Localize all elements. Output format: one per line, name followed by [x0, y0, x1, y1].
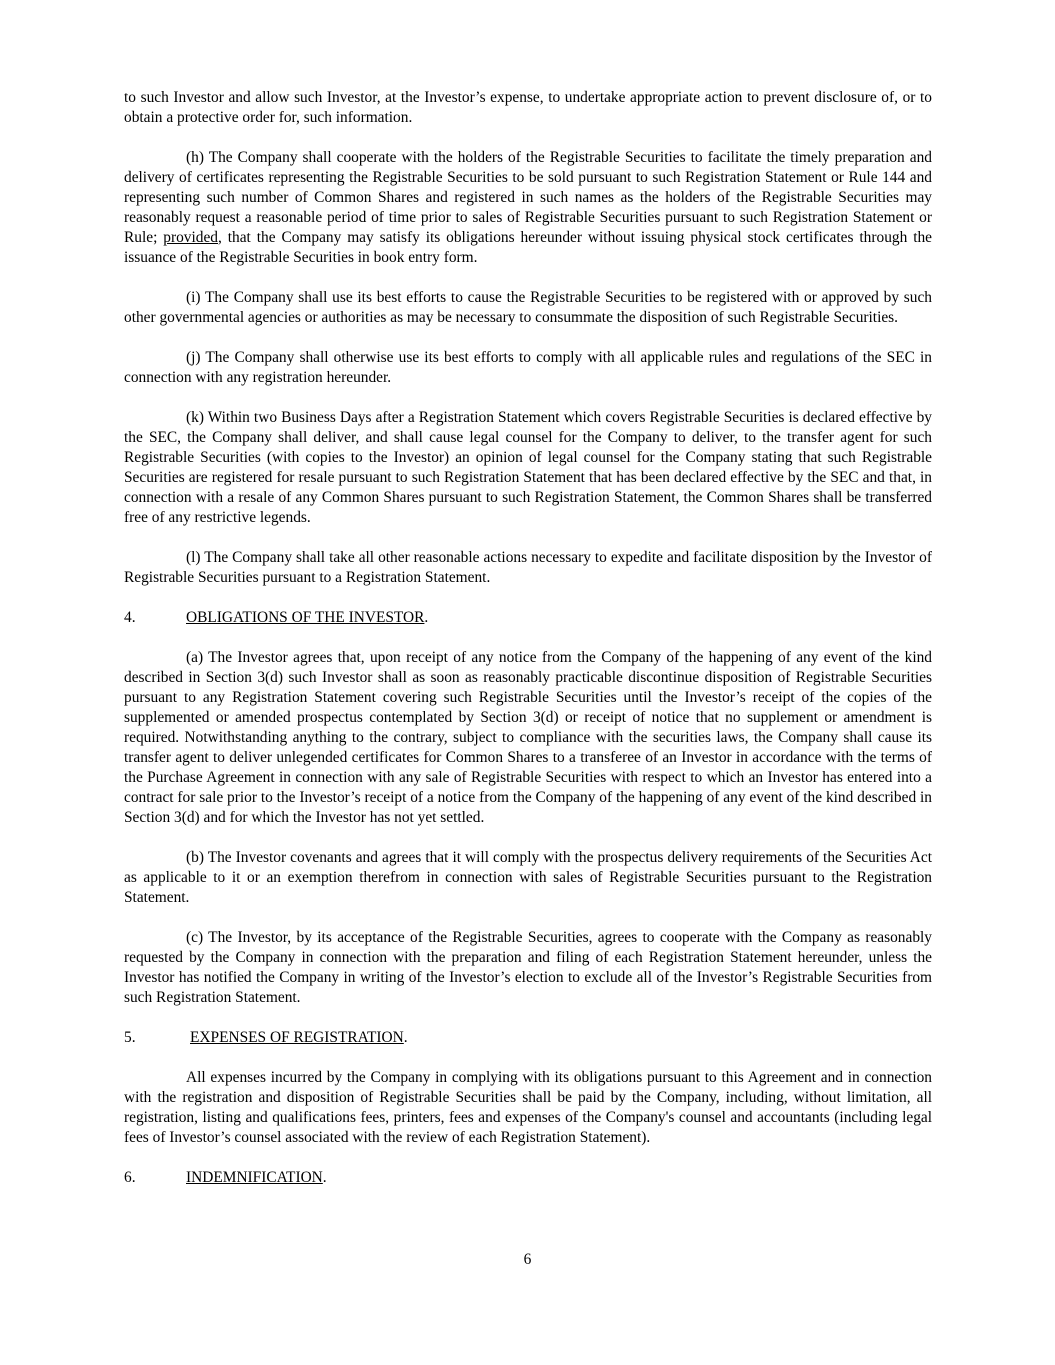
section-5-period: . — [403, 1029, 408, 1046]
page-content — [124, 88, 932, 1208]
paragraph-continuation: to such Investor and allow such Investor, at the Investor’s expense, to undertake appropriate action to prevent disclosure of, or to obtain a protective order for, such information. — [124, 89, 932, 126]
paragraph-3l: (l) The Company shall take all other reasonable actions necessary to expedite and facilitate disposition by the Investor of Registrable Securities pursuant to a Registration Statement. — [124, 549, 932, 586]
paragraph-5: All expenses incurred by the Company in complying with its obligations pursuant to this Agreement and in connection with the registration and disposition of Registrable Securities shall be paid by the Company, including, without limitation, all registration, listing and qualifications fees, printers, fees and expenses of the Company's counsel and accountants (including legal fees of Investor’s counsel associated with the review of each Registration Statement). — [124, 1069, 932, 1146]
paragraph-3j: (j) The Company shall otherwise use its best efforts to comply with all applicable rules and regulations of the SEC in connection with any registration hereunder. — [124, 349, 932, 386]
section-6-heading — [124, 1168, 932, 1188]
paragraph-3h-text-b: , that the Company may satisfy its obligations hereunder without issuing physical stock certificates through the issuance of the Registrable Securities in book entry form. — [124, 229, 932, 266]
page-number: 6 — [523, 1251, 532, 1268]
section-5-heading — [124, 1028, 932, 1048]
section-4-number: 4. — [124, 609, 136, 626]
section-4-title: OBLIGATIONS OF THE INVESTOR — [186, 609, 425, 626]
section-4-heading — [124, 608, 932, 628]
paragraph-3h — [124, 148, 932, 268]
paragraph-3i: (i) The Company shall use its best efforts to cause the Registrable Securities to be registered with or approved by such other governmental agencies or authorities as may be necessary to consummate the disposition of such Registrable Securities. — [124, 289, 932, 326]
paragraph-4a: (a) The Investor agrees that, upon receipt of any notice from the Company of the happening of any event of the kind described in Section 3(d) such Investor shall as soon as reasonably practicable discontinue disposition of Registrable Securities pursuant to any Registration Statement covering such Registrable Securities until the Investor’s receipt of the copies of the supplemented or amended prospectus contemplated by Section 3(d) or receipt of notice that no supplement or amendment is required. Notwithstanding anything to the contrary, subject to compliance with the securities laws, the Company shall cause its transfer agent to deliver unlegended certificates for Common Shares to a transferee of an Investor in accordance with the terms of the Purchase Agreement in connection with any sale of Registrable Securities with respect to which an Investor has entered into a contract for sale prior to the Investor’s receipt of a notice from the Company of the happening of any event of the kind described in Section 3(d) and for which the Investor has not yet settled. — [124, 649, 932, 826]
paragraph-4b: (b) The Investor covenants and agrees that it will comply with the prospectus delivery requirements of the Securities Act as applicable to it or an exemption therefrom in connection with sales of Registrable Securities pursuant to the Registration Statement. — [124, 849, 932, 906]
provided-term: provided — [163, 229, 218, 246]
section-5-title: EXPENSES OF REGISTRATION — [190, 1029, 404, 1046]
section-6-title: INDEMNIFICATION — [186, 1169, 323, 1186]
paragraph-3h-text-a: (h) The Company shall cooperate with the holders of the Registrable Securities to facilitate the timely preparation and delivery of certificates representing the Registrable Securities to be sold pursuant to such Registration Statement or Rule 144 and representing such number of Common Shares and registered in such names as the holders of the Registrable Securities may reasonably request a reasonable period of time prior to sales of Registrable Securities pursuant to such Registration Statement or Rule; — [124, 149, 932, 246]
section-6-period: . — [322, 1169, 327, 1186]
section-4-period: . — [424, 609, 429, 626]
paragraph-3k: (k) Within two Business Days after a Registration Statement which covers Registrable Securities is declared effective by the SEC, the Company shall deliver, and shall cause legal counsel for the Company to deliver, to the transfer agent for such Registrable Securities (with copies to the Investor) an opinion of legal counsel for the Company stating that such Registrable Securities are registered for resale pursuant to such Registration Statement that has been declared effective by the SEC and that, in connection with a resale of any Common Shares pursuant to such Registration Statement, the Common Shares shall be transferred free of any restrictive legends. — [124, 409, 932, 526]
section-6-number: 6. — [124, 1169, 136, 1186]
section-5-number: 5. — [124, 1029, 136, 1046]
paragraph-4c: (c) The Investor, by its acceptance of the Registrable Securities, agrees to cooperate with the Company as reasonably requested by the Company in connection with the preparation and filing of each Registration Statement hereunder, unless the Investor has notified the Company in writing of the Investor’s election to exclude all of the Investor’s Registrable Securities from such Registration Statement. — [124, 929, 932, 1006]
